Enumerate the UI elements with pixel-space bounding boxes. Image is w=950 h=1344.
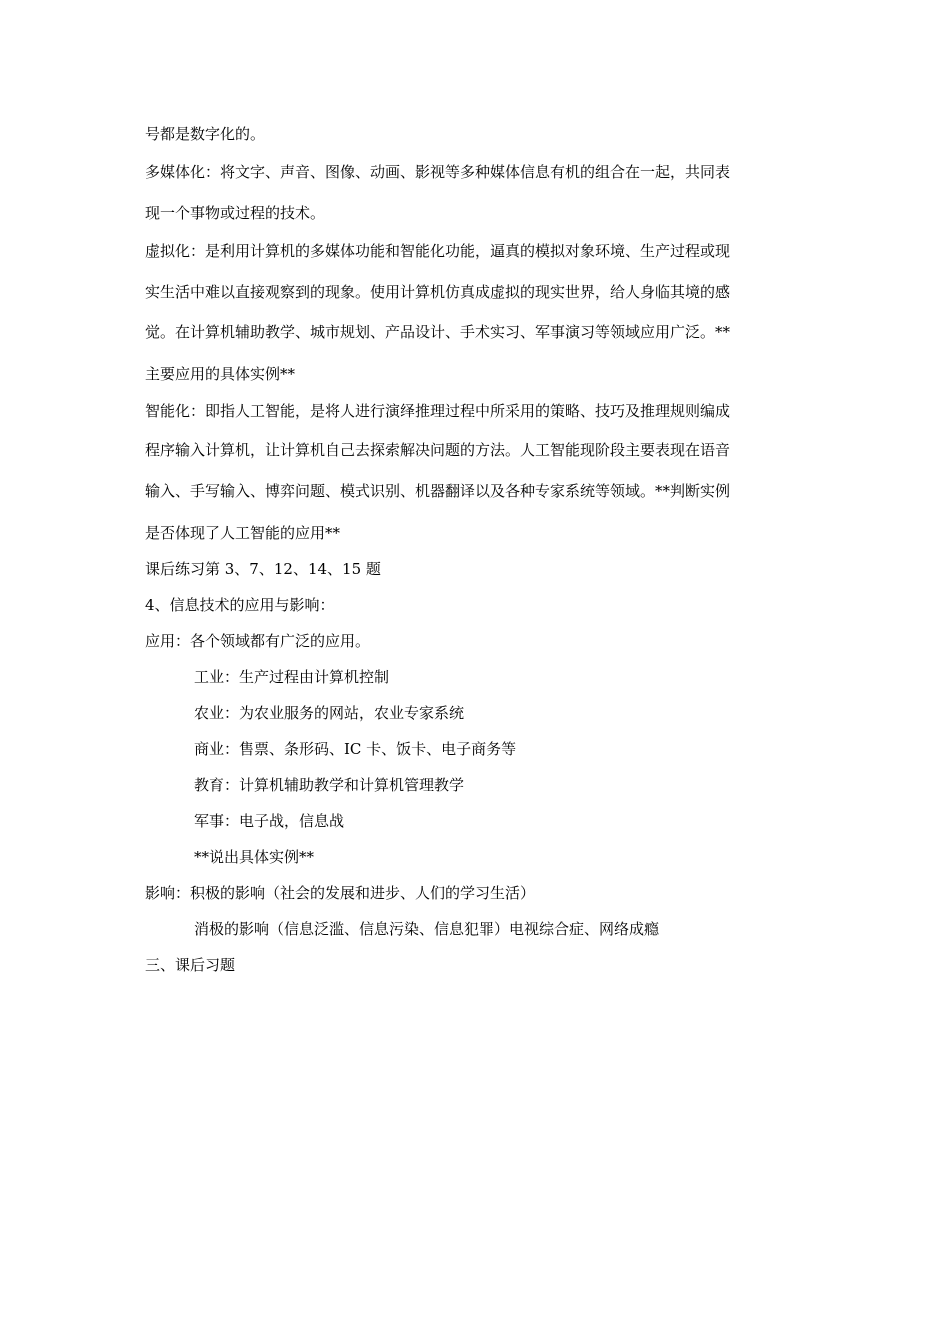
text-line: 影响：积极的影响（社会的发展和进步、人们的学习生活） — [145, 884, 536, 902]
text-line: 主要应用的具体实例** — [145, 365, 296, 383]
text-line: 程序输入计算机，让计算机自己去探索解决问题的方法。人工智能现阶段主要表现在语音 — [145, 441, 731, 459]
text-line: 4、信息技术的应用与影响： — [145, 596, 335, 614]
text-line: 课后练习第 3、7、12、14、15 题 — [145, 560, 381, 578]
text-line: 输入、手写输入、博弈问题、模式识别、机器翻译以及各种专家系统等领域。**判断实例 — [145, 482, 731, 500]
text-line: 农业：为农业服务的网站，农业专家系统 — [194, 704, 465, 722]
text-line: 觉。在计算机辅助教学、城市规划、产品设计、手术实习、军事演习等领域应用广泛。** — [145, 323, 731, 341]
text-line: 多媒体化：将文字、声音、图像、动画、影视等多种媒体信息有机的组合在一起，共同表 — [145, 163, 731, 181]
text-line: 号都是数字化的。 — [145, 125, 266, 143]
text-line: 是否体现了人工智能的应用** — [145, 524, 341, 542]
text-line: 现一个事物或过程的技术。 — [145, 204, 326, 222]
text-line: 智能化：即指人工智能，是将人进行演绎推理过程中所采用的策略、技巧及推理规则编成 — [145, 402, 731, 420]
text-line: 消极的影响（信息泛滥、信息污染、信息犯罪）电视综合症、网络成瘾 — [194, 920, 660, 938]
text-line: **说出具体实例** — [194, 848, 315, 866]
text-line: 应用：各个领域都有广泛的应用。 — [145, 632, 371, 650]
text-line: 军事：电子战，信息战 — [194, 812, 345, 830]
text-line: 工业：生产过程由计算机控制 — [194, 668, 390, 686]
text-line: 虚拟化：是利用计算机的多媒体功能和智能化功能，逼真的模拟对象环境、生产过程或现 — [145, 242, 731, 260]
section-heading: 三、课后习题 — [145, 956, 236, 974]
text-line: 商业：售票、条形码、IC 卡、饭卡、电子商务等 — [194, 740, 517, 758]
text-line: 实生活中难以直接观察到的现象。使用计算机仿真成虚拟的现实世界，给人身临其境的感 — [145, 283, 731, 301]
text-line: 教育：计算机辅助教学和计算机管理教学 — [194, 776, 465, 794]
